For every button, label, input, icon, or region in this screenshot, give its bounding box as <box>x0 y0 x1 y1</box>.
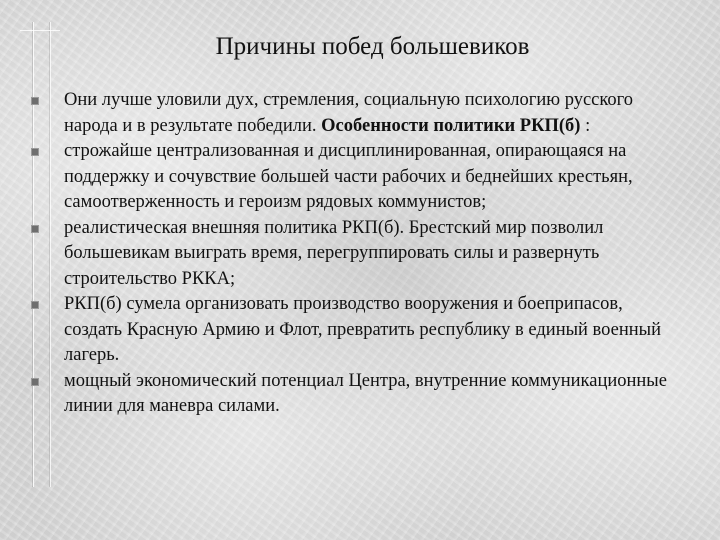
item-text: строжайше централизованная и дисциплинированная, опирающаяся на поддержку и сочувствие большей части рабочих и беднейших крестьян, самоотверженность и героизм рядовых коммунистов; <box>64 141 633 212</box>
list-item <box>28 139 668 216</box>
slide-title: Причины побед большевиков <box>215 33 530 60</box>
item-suffix: : <box>580 115 591 136</box>
square-bullet-icon <box>31 301 39 309</box>
item-text: реалистическая внешняя политика РКП(б). Брестский мир позволил большевикам выиграть время, перегруппировать силы и развернуть строительство РККА; <box>64 217 604 289</box>
list-item <box>28 369 668 420</box>
square-bullet-icon <box>31 378 39 386</box>
square-bullet-icon <box>31 97 39 105</box>
bullet-list <box>28 88 668 420</box>
square-bullet-icon <box>31 148 39 156</box>
list-item <box>28 292 668 369</box>
item-text: мощный экономический потенциал Центра, внутренние коммуникационные линии для маневра силами. <box>64 370 667 416</box>
square-bullet-icon <box>31 225 39 233</box>
list-item <box>28 216 668 293</box>
list-item <box>28 88 668 139</box>
item-text: РКП(б) сумела организовать производство вооружения и боеприпасов, создать Красную Армию и Флот, превратить республику в единый военный лагерь. <box>64 294 661 365</box>
item-bold-text: Особенности политики РКП(б) <box>321 115 581 136</box>
item-text: Они лучше уловили дух, стремления, социальную психологию русского народа и в результате победили. <box>64 90 634 136</box>
